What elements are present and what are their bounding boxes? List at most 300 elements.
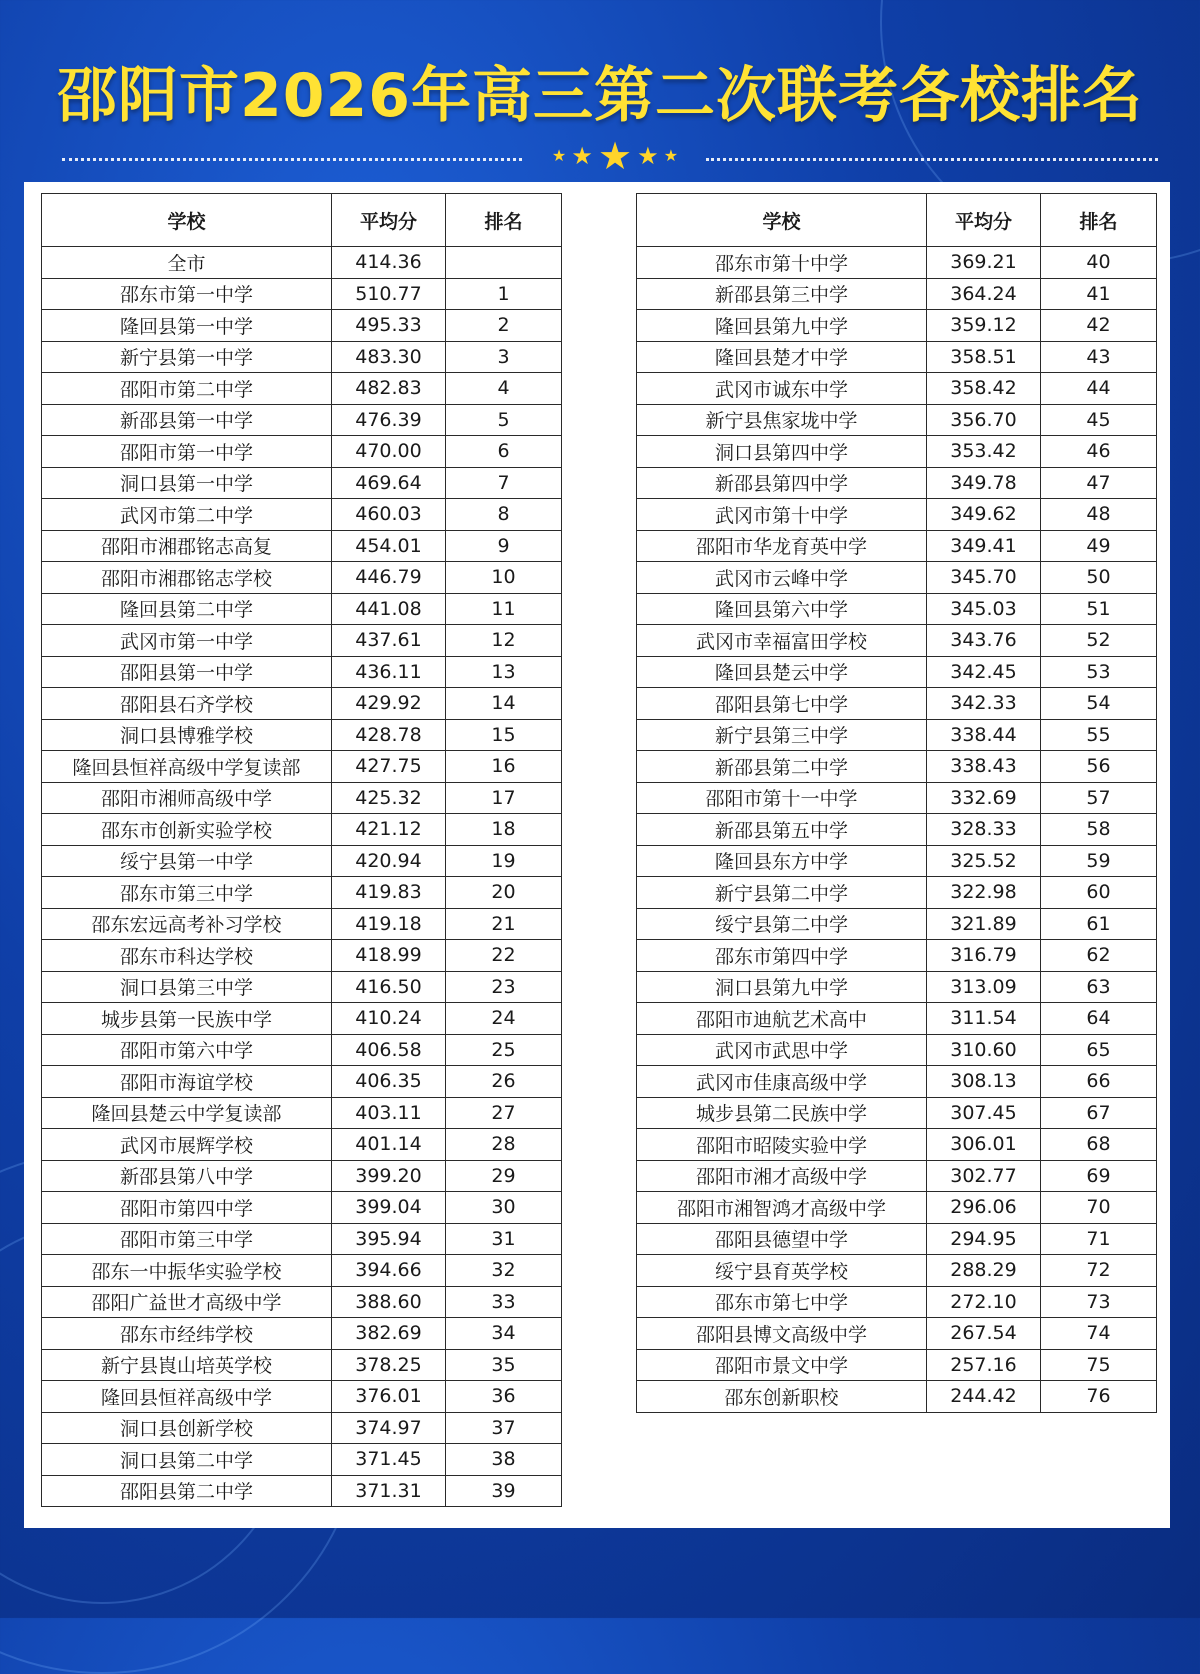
table-row: [637, 751, 1157, 783]
avg-score-cell: 436.11: [332, 656, 446, 688]
avg-score-cell: 328.33: [927, 814, 1041, 846]
school-cell: 武冈市第一中学: [42, 625, 332, 657]
avg-score-cell: 310.60: [927, 1034, 1041, 1066]
table-row: [637, 1381, 1157, 1413]
table-row: [42, 1349, 562, 1381]
avg-score-cell: 382.69: [332, 1318, 446, 1350]
rank-cell: 38: [446, 1444, 562, 1476]
table-row: [637, 593, 1157, 625]
avg-score-cell: 483.30: [332, 341, 446, 373]
rank-cell: 17: [446, 782, 562, 814]
rank-cell: 10: [446, 562, 562, 594]
school-cell: 邵阳县德望中学: [637, 1223, 927, 1255]
school-cell: 新邵县第二中学: [637, 751, 927, 783]
avg-score-cell: 399.04: [332, 1192, 446, 1224]
school-cell: 洞口县第二中学: [42, 1444, 332, 1476]
avg-score-cell: 296.06: [927, 1192, 1041, 1224]
header-rank: 排名: [446, 194, 562, 247]
table-row: [42, 1381, 562, 1413]
rank-cell: 32: [446, 1255, 562, 1287]
school-cell: 新邵县第三中学: [637, 278, 927, 310]
avg-score-cell: 469.64: [332, 467, 446, 499]
table-row: [42, 751, 562, 783]
avg-score-cell: 482.83: [332, 373, 446, 405]
avg-score-cell: 410.24: [332, 1003, 446, 1035]
rank-cell: 29: [446, 1160, 562, 1192]
table-row: [637, 908, 1157, 940]
rank-cell: 36: [446, 1381, 562, 1413]
table-row: [637, 845, 1157, 877]
school-cell: 新邵县第五中学: [637, 814, 927, 846]
school-cell: 洞口县第三中学: [42, 971, 332, 1003]
header-school: 学校: [637, 194, 927, 247]
avg-score-cell: 441.08: [332, 593, 446, 625]
table-row: [42, 971, 562, 1003]
table-row: [637, 719, 1157, 751]
rank-cell: 66: [1041, 1066, 1157, 1098]
rank-cell: 28: [446, 1129, 562, 1161]
avg-score-cell: 342.33: [927, 688, 1041, 720]
table-row: [42, 1192, 562, 1224]
rank-cell: 61: [1041, 908, 1157, 940]
school-cell: 武冈市云峰中学: [637, 562, 927, 594]
table-row: [42, 688, 562, 720]
table-row: [42, 1066, 562, 1098]
avg-score-cell: 244.42: [927, 1381, 1041, 1413]
school-cell: 邵阳县博文高级中学: [637, 1318, 927, 1350]
avg-score-cell: 353.42: [927, 436, 1041, 468]
rank-cell: 23: [446, 971, 562, 1003]
rank-cell: 47: [1041, 467, 1157, 499]
avg-score-cell: 401.14: [332, 1129, 446, 1161]
rank-cell: 48: [1041, 499, 1157, 531]
table-row: [637, 1349, 1157, 1381]
school-cell: 邵东市科达学校: [42, 940, 332, 972]
rank-cell: 25: [446, 1034, 562, 1066]
school-cell: 隆回县第六中学: [637, 593, 927, 625]
table-row: [637, 1003, 1157, 1035]
rank-cell: 33: [446, 1286, 562, 1318]
table-row: [637, 1286, 1157, 1318]
avg-score-cell: 414.36: [332, 247, 446, 279]
avg-score-cell: 371.45: [332, 1444, 446, 1476]
rank-cell: 51: [1041, 593, 1157, 625]
rank-cell: 11: [446, 593, 562, 625]
rank-cell: 64: [1041, 1003, 1157, 1035]
table-row: [637, 688, 1157, 720]
table-row: [637, 1097, 1157, 1129]
table-row: [637, 530, 1157, 562]
avg-score-cell: 358.51: [927, 341, 1041, 373]
page-title: 邵阳市2026年高三第二次联考各校排名: [57, 61, 1143, 131]
table-row: [637, 1223, 1157, 1255]
table-row: [637, 782, 1157, 814]
table-row: [637, 625, 1157, 657]
rank-cell: 44: [1041, 373, 1157, 405]
avg-score-cell: 446.79: [332, 562, 446, 594]
rank-cell: 68: [1041, 1129, 1157, 1161]
rank-cell: 60: [1041, 877, 1157, 909]
school-cell: 邵阳市湘才高级中学: [637, 1160, 927, 1192]
rank-cell: 71: [1041, 1223, 1157, 1255]
school-cell: 武冈市第十中学: [637, 499, 927, 531]
avg-score-cell: 406.35: [332, 1066, 446, 1098]
school-cell: 邵阳市第四中学: [42, 1192, 332, 1224]
school-cell: 武冈市第二中学: [42, 499, 332, 531]
school-cell: 新宁县第三中学: [637, 719, 927, 751]
table-row: [42, 1160, 562, 1192]
school-cell: 新宁县焦家垅中学: [637, 404, 927, 436]
rank-cell: 39: [446, 1475, 562, 1507]
school-cell: 邵阳县第七中学: [637, 688, 927, 720]
header-avg: 平均分: [927, 194, 1041, 247]
avg-score-cell: 388.60: [332, 1286, 446, 1318]
table-row: [42, 310, 562, 342]
avg-score-cell: 454.01: [332, 530, 446, 562]
avg-score-cell: 294.95: [927, 1223, 1041, 1255]
school-cell: 洞口县第四中学: [637, 436, 927, 468]
avg-score-cell: 316.79: [927, 940, 1041, 972]
table-row: [42, 1034, 562, 1066]
table-row: [42, 719, 562, 751]
school-cell: 邵阳县第二中学: [42, 1475, 332, 1507]
avg-score-cell: 349.41: [927, 530, 1041, 562]
table-row: [42, 814, 562, 846]
avg-score-cell: 364.24: [927, 278, 1041, 310]
star-icon: ★: [551, 146, 567, 165]
school-cell: 邵阳市迪航艺术高中: [637, 1003, 927, 1035]
school-cell: 新宁县第一中学: [42, 341, 332, 373]
avg-score-cell: 342.45: [927, 656, 1041, 688]
rank-cell: 24: [446, 1003, 562, 1035]
table-row: [42, 1444, 562, 1476]
star-icon: ★: [637, 142, 659, 170]
table-row: [637, 247, 1157, 279]
rank-cell: 76: [1041, 1381, 1157, 1413]
avg-score-cell: 421.12: [332, 814, 446, 846]
rank-cell: 65: [1041, 1034, 1157, 1066]
school-cell: 邵阳广益世才高级中学: [42, 1286, 332, 1318]
avg-score-cell: 460.03: [332, 499, 446, 531]
school-cell: 邵阳县第一中学: [42, 656, 332, 688]
avg-score-cell: 343.76: [927, 625, 1041, 657]
school-cell: 隆回县恒祥高级中学复读部: [42, 751, 332, 783]
school-cell: 邵东市第七中学: [637, 1286, 927, 1318]
school-cell: 武冈市展辉学校: [42, 1129, 332, 1161]
avg-score-cell: 322.98: [927, 877, 1041, 909]
avg-score-cell: 403.11: [332, 1097, 446, 1129]
rank-cell: 53: [1041, 656, 1157, 688]
table-row: [42, 467, 562, 499]
table-row: [42, 1003, 562, 1035]
school-cell: 隆回县第一中学: [42, 310, 332, 342]
table-row: [42, 436, 562, 468]
school-cell: 全市: [42, 247, 332, 279]
avg-score-cell: 394.66: [332, 1255, 446, 1287]
table-row: [42, 1412, 562, 1444]
rank-cell: 35: [446, 1349, 562, 1381]
school-cell: 新宁县第二中学: [637, 877, 927, 909]
avg-score-cell: 374.97: [332, 1412, 446, 1444]
school-cell: 邵阳市第一中学: [42, 436, 332, 468]
avg-score-cell: 510.77: [332, 278, 446, 310]
avg-score-cell: 378.25: [332, 1349, 446, 1381]
rank-cell: 19: [446, 845, 562, 877]
school-cell: 邵阳市第三中学: [42, 1223, 332, 1255]
table-row: [42, 845, 562, 877]
avg-score-cell: 349.78: [927, 467, 1041, 499]
avg-score-cell: 345.70: [927, 562, 1041, 594]
table-row: [637, 373, 1157, 405]
avg-score-cell: 311.54: [927, 1003, 1041, 1035]
table-row: [637, 436, 1157, 468]
rank-cell: 31: [446, 1223, 562, 1255]
rank-cell: 27: [446, 1097, 562, 1129]
school-cell: 新邵县第四中学: [637, 467, 927, 499]
school-cell: 邵东市第三中学: [42, 877, 332, 909]
table-row: [637, 877, 1157, 909]
table-row: [637, 278, 1157, 310]
table-row: [42, 1129, 562, 1161]
avg-score-cell: 369.21: [927, 247, 1041, 279]
rank-cell: 8: [446, 499, 562, 531]
school-cell: 新邵县第八中学: [42, 1160, 332, 1192]
rank-cell: 4: [446, 373, 562, 405]
avg-score-cell: 272.10: [927, 1286, 1041, 1318]
star-icon: ★: [597, 134, 633, 178]
table-row: [42, 625, 562, 657]
rank-cell: 1: [446, 278, 562, 310]
rank-cell: 75: [1041, 1349, 1157, 1381]
avg-score-cell: 325.52: [927, 845, 1041, 877]
rank-cell: 67: [1041, 1097, 1157, 1129]
rank-cell: 12: [446, 625, 562, 657]
table-row: [42, 373, 562, 405]
avg-score-cell: 428.78: [332, 719, 446, 751]
table-row: [42, 1097, 562, 1129]
table-row: [637, 1034, 1157, 1066]
school-cell: 邵东市第十中学: [637, 247, 927, 279]
rank-cell: 5: [446, 404, 562, 436]
rank-cell: 20: [446, 877, 562, 909]
avg-score-cell: 308.13: [927, 1066, 1041, 1098]
school-cell: 隆回县楚云中学复读部: [42, 1097, 332, 1129]
rank-cell: 59: [1041, 845, 1157, 877]
avg-score-cell: 356.70: [927, 404, 1041, 436]
rank-cell: 2: [446, 310, 562, 342]
divider-right: [706, 158, 1158, 161]
table-row: [637, 1066, 1157, 1098]
school-cell: 洞口县第一中学: [42, 467, 332, 499]
table-row: [637, 1160, 1157, 1192]
table-row: [42, 1255, 562, 1287]
school-cell: 邵阳市第十一中学: [637, 782, 927, 814]
school-cell: 邵东市第四中学: [637, 940, 927, 972]
school-cell: 邵阳市昭陵实验中学: [637, 1129, 927, 1161]
school-cell: 城步县第二民族中学: [637, 1097, 927, 1129]
school-cell: 邵东宏远高考补习学校: [42, 908, 332, 940]
rank-cell: 55: [1041, 719, 1157, 751]
rank-cell: 42: [1041, 310, 1157, 342]
rank-cell: 52: [1041, 625, 1157, 657]
table-row: [42, 877, 562, 909]
school-cell: 绥宁县第二中学: [637, 908, 927, 940]
rank-cell: 14: [446, 688, 562, 720]
table-row: [637, 1192, 1157, 1224]
school-cell: 隆回县第九中学: [637, 310, 927, 342]
rank-cell: 6: [446, 436, 562, 468]
rank-cell: 40: [1041, 247, 1157, 279]
school-cell: 隆回县楚云中学: [637, 656, 927, 688]
avg-score-cell: 257.16: [927, 1349, 1041, 1381]
school-cell: 武冈市诚东中学: [637, 373, 927, 405]
table-row: [42, 562, 562, 594]
table-row: [42, 940, 562, 972]
avg-score-cell: 495.33: [332, 310, 446, 342]
rank-cell: 9: [446, 530, 562, 562]
avg-score-cell: 288.29: [927, 1255, 1041, 1287]
table-row: [637, 971, 1157, 1003]
table-row: [637, 310, 1157, 342]
rank-cell: 22: [446, 940, 562, 972]
table-row: [42, 1318, 562, 1350]
table-row: [637, 1255, 1157, 1287]
rank-cell: [446, 247, 562, 279]
header-school: 学校: [42, 194, 332, 247]
rank-cell: 43: [1041, 341, 1157, 373]
table-row: [637, 562, 1157, 594]
school-cell: 新邵县第一中学: [42, 404, 332, 436]
rank-cell: 45: [1041, 404, 1157, 436]
school-cell: 邵阳市景文中学: [637, 1349, 927, 1381]
school-cell: 邵东市创新实验学校: [42, 814, 332, 846]
avg-score-cell: 359.12: [927, 310, 1041, 342]
school-cell: 邵阳市海谊学校: [42, 1066, 332, 1098]
avg-score-cell: 419.83: [332, 877, 446, 909]
avg-score-cell: 406.58: [332, 1034, 446, 1066]
ranking-table-left: [41, 193, 562, 1507]
rank-cell: 46: [1041, 436, 1157, 468]
school-cell: 邵阳市华龙育英中学: [637, 530, 927, 562]
rank-cell: 56: [1041, 751, 1157, 783]
avg-score-cell: 395.94: [332, 1223, 446, 1255]
avg-score-cell: 302.77: [927, 1160, 1041, 1192]
avg-score-cell: 345.03: [927, 593, 1041, 625]
avg-score-cell: 470.00: [332, 436, 446, 468]
avg-score-cell: 416.50: [332, 971, 446, 1003]
avg-score-cell: 437.61: [332, 625, 446, 657]
rank-cell: 30: [446, 1192, 562, 1224]
rank-cell: 74: [1041, 1318, 1157, 1350]
table-row: [42, 247, 562, 279]
avg-score-cell: 332.69: [927, 782, 1041, 814]
avg-score-cell: 307.45: [927, 1097, 1041, 1129]
avg-score-cell: 338.43: [927, 751, 1041, 783]
rank-cell: 3: [446, 341, 562, 373]
avg-score-cell: 420.94: [332, 845, 446, 877]
table-row: [637, 1129, 1157, 1161]
school-cell: 隆回县楚才中学: [637, 341, 927, 373]
avg-score-cell: 476.39: [332, 404, 446, 436]
avg-score-cell: 425.32: [332, 782, 446, 814]
rank-cell: 57: [1041, 782, 1157, 814]
avg-score-cell: 267.54: [927, 1318, 1041, 1350]
school-cell: 邵阳市湘郡铭志高复: [42, 530, 332, 562]
avg-score-cell: 313.09: [927, 971, 1041, 1003]
avg-score-cell: 399.20: [332, 1160, 446, 1192]
school-cell: 邵阳市第六中学: [42, 1034, 332, 1066]
table-row: [637, 1318, 1157, 1350]
rank-cell: 37: [446, 1412, 562, 1444]
avg-score-cell: 306.01: [927, 1129, 1041, 1161]
rank-cell: 49: [1041, 530, 1157, 562]
school-cell: 绥宁县育英学校: [637, 1255, 927, 1287]
avg-score-cell: 419.18: [332, 908, 446, 940]
rank-cell: 72: [1041, 1255, 1157, 1287]
avg-score-cell: 376.01: [332, 1381, 446, 1413]
rank-cell: 16: [446, 751, 562, 783]
rank-cell: 41: [1041, 278, 1157, 310]
school-cell: 洞口县博雅学校: [42, 719, 332, 751]
school-cell: 新宁县崀山培英学校: [42, 1349, 332, 1381]
rank-cell: 34: [446, 1318, 562, 1350]
rank-cell: 58: [1041, 814, 1157, 846]
rank-cell: 73: [1041, 1286, 1157, 1318]
table-row: [42, 593, 562, 625]
rank-cell: 69: [1041, 1160, 1157, 1192]
rank-cell: 26: [446, 1066, 562, 1098]
table-row: [42, 782, 562, 814]
school-cell: 城步县第一民族中学: [42, 1003, 332, 1035]
school-cell: 邵阳市第二中学: [42, 373, 332, 405]
school-cell: 武冈市武思中学: [637, 1034, 927, 1066]
table-row: [637, 467, 1157, 499]
table-row: [637, 499, 1157, 531]
school-cell: 邵阳市湘师高级中学: [42, 782, 332, 814]
school-cell: 邵阳市湘郡铭志学校: [42, 562, 332, 594]
table-row: [42, 530, 562, 562]
avg-score-cell: 427.75: [332, 751, 446, 783]
rank-cell: 54: [1041, 688, 1157, 720]
avg-score-cell: 358.42: [927, 373, 1041, 405]
school-cell: 武冈市佳康高级中学: [637, 1066, 927, 1098]
school-cell: 武冈市幸福富田学校: [637, 625, 927, 657]
header-avg: 平均分: [332, 194, 446, 247]
school-cell: 洞口县第九中学: [637, 971, 927, 1003]
table-row: [42, 1223, 562, 1255]
rank-cell: 15: [446, 719, 562, 751]
avg-score-cell: 338.44: [927, 719, 1041, 751]
table-row: [42, 656, 562, 688]
avg-score-cell: 321.89: [927, 908, 1041, 940]
table-row: [42, 278, 562, 310]
school-cell: 洞口县创新学校: [42, 1412, 332, 1444]
table-row: [637, 814, 1157, 846]
rank-cell: 62: [1041, 940, 1157, 972]
rank-cell: 70: [1041, 1192, 1157, 1224]
header-rank: 排名: [1041, 194, 1157, 247]
avg-score-cell: 418.99: [332, 940, 446, 972]
avg-score-cell: 371.31: [332, 1475, 446, 1507]
school-cell: 隆回县东方中学: [637, 845, 927, 877]
table-header-row: [42, 194, 562, 247]
rank-cell: 21: [446, 908, 562, 940]
stars-decoration: [530, 136, 700, 176]
school-cell: 邵东创新职校: [637, 1381, 927, 1413]
table-row: [637, 404, 1157, 436]
table-row: [637, 656, 1157, 688]
table-row: [42, 341, 562, 373]
